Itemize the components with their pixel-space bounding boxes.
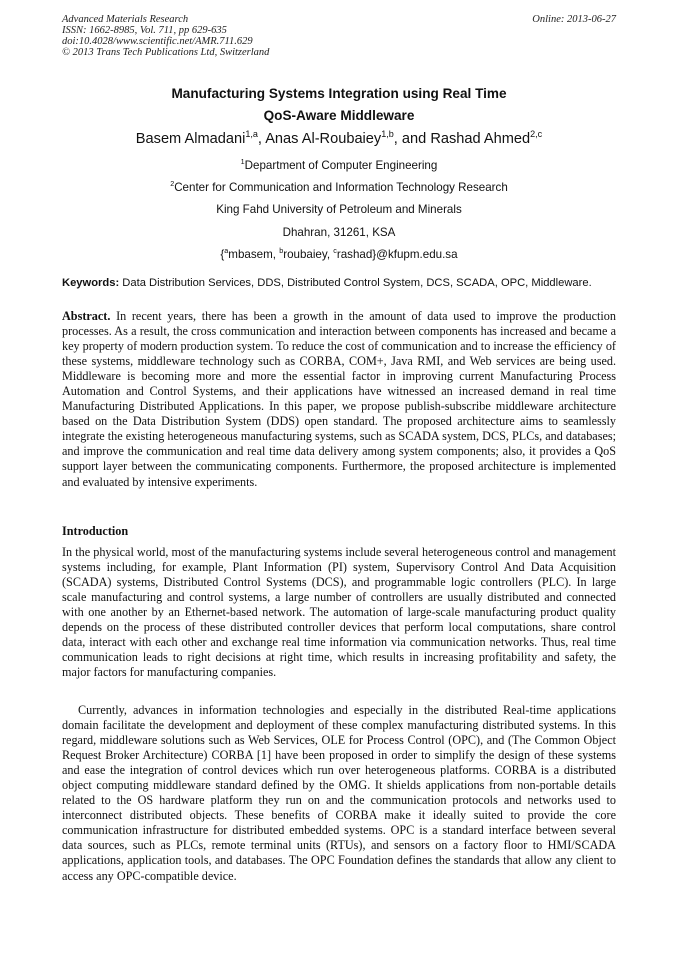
author-3-affiliation-mark: 2,c	[530, 129, 543, 140]
email-mark-c: c	[333, 245, 337, 255]
paper-title	[62, 83, 616, 127]
affiliation-1-mark: 1	[240, 157, 245, 167]
email-mark-a: a	[224, 245, 229, 255]
affiliation-2-mark: 2	[170, 179, 175, 189]
affiliation-1	[62, 155, 616, 177]
author-1-affiliation-mark: 1,a	[245, 129, 258, 140]
abstract-label: Abstract.	[62, 309, 111, 323]
keywords	[62, 276, 616, 290]
author-emails[interactable]	[62, 244, 616, 266]
keywords-label: Keywords:	[62, 277, 120, 289]
journal-copyright: © 2013 Trans Tech Publications Ltd, Switzerland	[62, 47, 270, 58]
email-mark-b: b	[279, 245, 284, 255]
author-list	[62, 129, 616, 149]
title-line-2: QoS-Aware Middleware	[263, 108, 415, 123]
email-c: rashad}@kfupm.edu.sa	[336, 247, 458, 261]
email-b: roubaiey,	[283, 247, 334, 261]
author-separator: , and	[393, 131, 431, 147]
author-3: Rashad Ahmed	[430, 131, 531, 147]
introduction-paragraph-2: Currently, advances in information technologies and especially in the distributed Real-time applications domain facilitate the development and deployment of these complex manufacturing distributed systems. In this regard, middleware solutions such as Web Services, OLE for Process Control (OPC), and (The Common Object Request Broker Architecture) CORBA [1] have been proposed in order to simplify the design of these systems and ease the integration of control devices which run over heterogeneous platforms. CORBA is a distributed object computing middleware standard defined by the OMG. It shields applications from non-portable details related to the OS hardware platform they run on and the communication protocols and networks used to interconnect distributed objects. These benefits of CORBA make it ideally suited to provide the core communication infrastructure for distributed embedded systems. OPC is a standard interface between several data sources, such as PLCs, remote terminal units (RTUs), and sensors on a factory floor to HMI/SCADA applications, application tools, and databases. The OPC Foundation defines the standards that allow any client to access any OPC-compatible device.	[62, 703, 616, 883]
journal-name: Advanced Materials Research	[62, 14, 189, 25]
city: Dhahran, 31261, KSA	[282, 225, 396, 239]
author-2-affiliation-mark: 1,b	[381, 129, 394, 140]
abstract	[62, 309, 616, 490]
university: King Fahd University of Petroleum and Minerals	[216, 203, 462, 217]
journal-header	[62, 14, 616, 58]
title-line-1: Manufacturing Systems Integration using Real Time	[171, 86, 507, 101]
affiliation-2	[62, 177, 616, 199]
author-1: Basem Almadani	[135, 131, 246, 147]
affiliation-1-text: Department of Computer Engineering	[244, 159, 438, 172]
affiliation-2-text: Center for Communication and Information Technology Research	[174, 181, 508, 195]
author-separator: ,	[257, 131, 266, 147]
email-a: mbasem,	[228, 247, 280, 261]
journal-issn: ISSN: 1662-8985, Vol. 711, pp 629-635	[62, 25, 227, 36]
section-heading-introduction: Introduction	[62, 524, 129, 538]
journal-doi[interactable]: doi:10.4028/www.scientific.net/AMR.711.629	[62, 36, 253, 47]
keywords-text: Data Distribution Services, DDS, Distributed Control System, DCS, SCADA, OPC, Middleware.	[119, 277, 592, 289]
email-brace: {	[220, 247, 225, 261]
introduction-paragraph-1: In the physical world, most of the manufacturing systems include several heterogeneous control and management systems including, for example, Plant Information (PI) system, Supervisory Control And Data Acquisition (SCADA) systems, Distributed Control Systems (DCS), and programmable logic controllers (PLC). In large scale manufacturing and control systems, a large number of controllers are usually distributed and connected with one another by an Ethernet-based network. The automation of large-scale manufacturing product quality depends on the process of these distributed controller devices that perform local computations, share control data, interact with each other and exchange real time information via communication networks. Thus, real time communication leads to right decisions at right time, which results in increasing profitability and safety, the major factors for manufacturing companies.	[62, 545, 616, 680]
online-date: Online: 2013-06-27	[532, 14, 616, 25]
affiliations	[62, 155, 616, 266]
abstract-text: In recent years, there has been a growth in the amount of data used to improve the production processes. As a result, the cross communication and interaction between components has increased and became a key property of modern production system. To reduce the cost of communication and to increase the efficiency of these systems, middleware technology such as CORBA, COM+, Java RMI, and Web services are being used. Middleware is becoming more and more the essential factor in improving current Manufacturing Process Automation and Control Systems, and their applications have witnessed an increased demand in real time Manufacturing Distributed Applications. In this paper, we propose publish-subscribe middleware architecture based on the Data Distribution System (DDS) open standard. The proposed architecture aims to seamlessly integrate the existing heterogeneous manufacturing systems, such as SCADA system, DCS, PLCs, and databases; and improve the communication and real time data delivery among system components; also, it provides a QoS support layer between the communicating components. Furthermore, the proposed architecture is implemented and evaluated by intensive experiments.	[62, 309, 616, 489]
author-2: Anas Al-Roubaiey	[265, 131, 382, 147]
